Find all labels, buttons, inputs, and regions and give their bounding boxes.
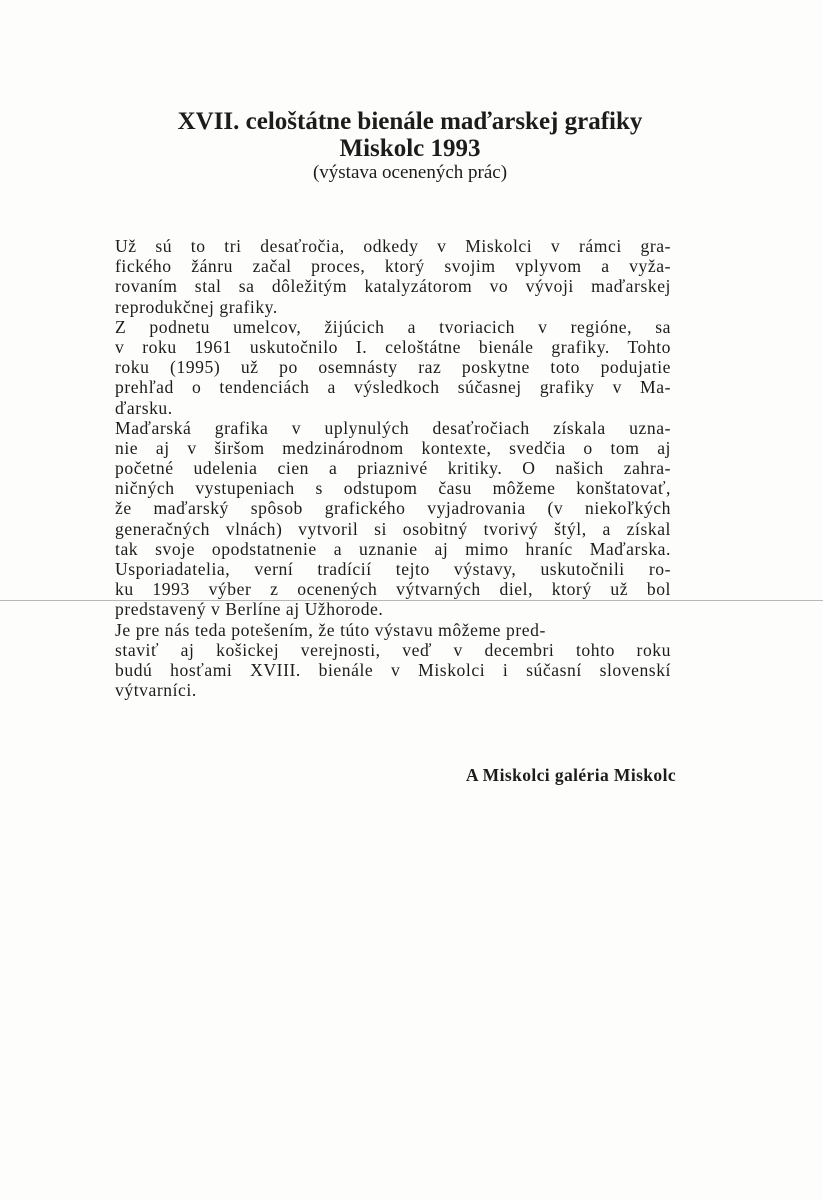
text-line: ničných vystupeniach s odstupom času môžeme konštatovať, [115,478,671,499]
text-line: roku (1995) už po osemnásty raz poskytne toto podujatie [115,357,671,378]
text-line: reprodukčnej grafiky. [115,296,278,317]
text-line: Je pre nás teda potešením, že túto výstavu môžeme pred- [115,619,546,640]
text-line: v roku 1961 uskutočnilo I. celoštátne bienále grafiky. Tohto [115,336,671,357]
title-line-1: XVII. celoštátne bienále maďarskej grafiky [177,108,643,135]
text-line: tak svoje opodstatnenie a uznanie aj mimo hraníc Maďarska. [115,538,671,559]
text-line: ďarsku. [115,397,173,418]
text-line: nie aj v širšom medzinárodnom kontexte, svedčia o tom aj [115,437,671,458]
text-line [115,700,671,720]
text-line: generačných vlnách) vytvoril si osobitný tvorivý štýl, a získal [115,518,671,539]
text-line: staviť aj košickej verejnosti, veď v decembri tohto roku [115,639,671,660]
document-header [90,108,730,184]
title-line-2: Miskolc 1993 [339,135,481,162]
text-line: že maďarský spôsob grafického vyjadrovania (v niekoľkých [115,498,671,519]
signature: A Miskolci galéria Miskolc [465,765,676,785]
text-line: predstavený v Berlíne aj Užhorode. [115,599,384,620]
text-line: výtvarníci. [115,680,197,701]
text-line: Už sú to tri desaťročia, odkedy v Miskolci v rámci gra- [115,236,671,256]
text-line: budú hosťami XVIII. bienále v Miskolci i súčasní slovenskí [115,659,671,680]
text-line: početné udelenia cien a priaznivé kritiky. O našich zahra- [115,458,671,479]
body-text [115,236,671,721]
text-line: Usporiadatelia, verní tradícií tejto výstavy, uskutočnili ro- [115,559,671,579]
text-line: Maďarská grafika v uplynulých desaťročiach získala uzna- [115,417,671,438]
text-line: rovaním stal sa dôležitým katalyzátorom vo vývoji maďarskej [115,276,671,297]
text-line: ku 1993 výber z ocenených výtvarných diel, ktorý už bol [115,579,671,600]
text-line: Z podnetu umelcov, žijúcich a tvoriacich v regióne, sa [115,316,671,337]
subtitle: (výstava ocenených prác) [312,162,508,183]
text-line: fického žánru začal proces, ktorý svojim vplyvom a vyža- [115,256,671,277]
text-line: prehľad o tendenciách a výsledkoch súčasnej grafiky v Ma- [115,377,671,398]
